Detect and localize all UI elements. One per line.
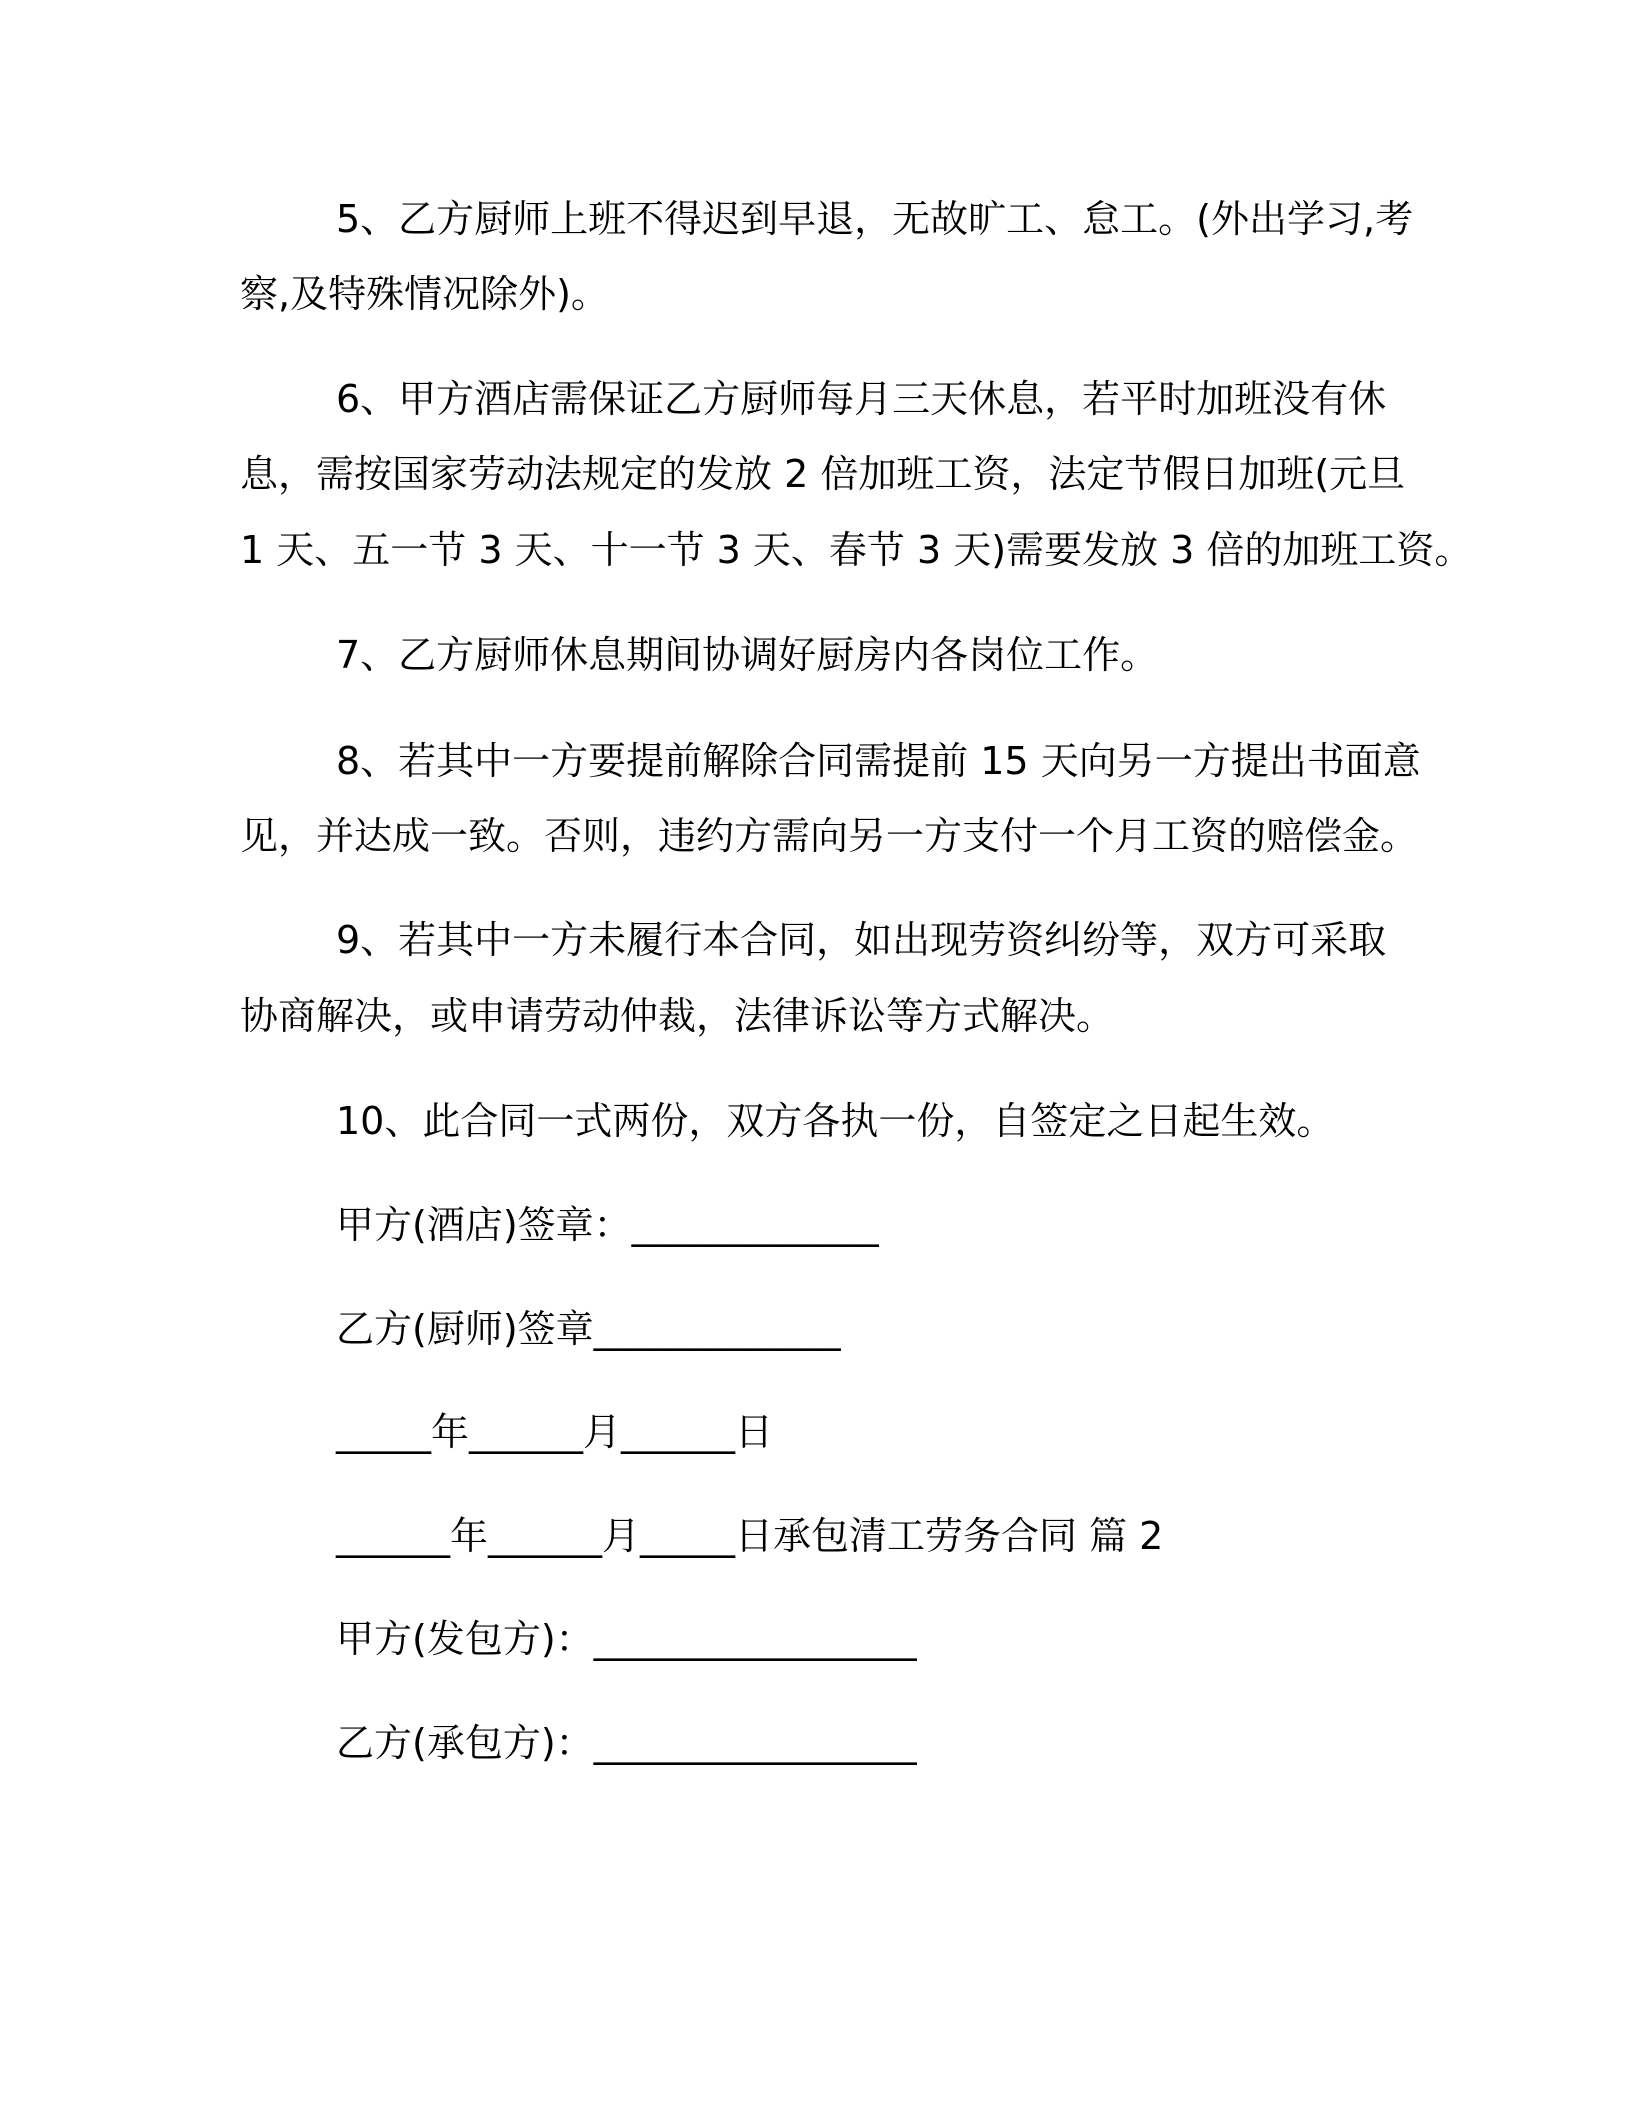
- clause-6-line-3: 1 天、五一节 3 天、十一节 3 天、春节 3 天)需要发放 3 倍的加班工资。: [240, 528, 1473, 572]
- clause-5-line-1: 5、乙方厨师上班不得迟到早退，无故旷工、怠工。(外出学习,考: [336, 197, 1414, 241]
- clause-9-line-1: 9、若其中一方未履行本合同，如出现劳资纠纷等，双方可采取: [336, 918, 1387, 962]
- clause-6-line-2: 息，需按国家劳动法规定的发放 2 倍加班工资，法定节假日加班(元旦: [240, 452, 1406, 496]
- clause-5-line-2: 察,及特殊情况除外)。: [240, 272, 609, 316]
- clause-8-line-2: 见，并达成一致。否则，违约方需向另一方支付一个月工资的赔偿金。: [240, 814, 1419, 858]
- clause-6-line-1: 6、甲方酒店需保证乙方厨师每月三天休息，若平时加班没有休: [336, 377, 1387, 421]
- party-b-signature-line: 乙方(厨师)签章_____________: [336, 1307, 841, 1351]
- clause-10-line-1: 10、此合同一式两份，双方各执一份，自签定之日起生效。: [336, 1099, 1335, 1143]
- party-a-signature-line: 甲方(酒店)签章：_____________: [336, 1203, 879, 1247]
- signature-date-line: _____年______月______日: [336, 1410, 774, 1454]
- next-contract-party-b: 乙方(承包方)：_________________: [336, 1721, 917, 1765]
- next-contract-title: ______年______月_____日承包清工劳务合同 篇 2: [336, 1514, 1164, 1558]
- clause-7-line-1: 7、乙方厨师休息期间协调好厨房内各岗位工作。: [336, 633, 1159, 677]
- clause-9-line-2: 协商解决，或申请劳动仲裁，法律诉讼等方式解决。: [240, 994, 1115, 1038]
- clause-8-line-1: 8、若其中一方要提前解除合同需提前 15 天向另一方提出书面意: [336, 739, 1421, 783]
- next-contract-party-a: 甲方(发包方)：_________________: [336, 1617, 917, 1661]
